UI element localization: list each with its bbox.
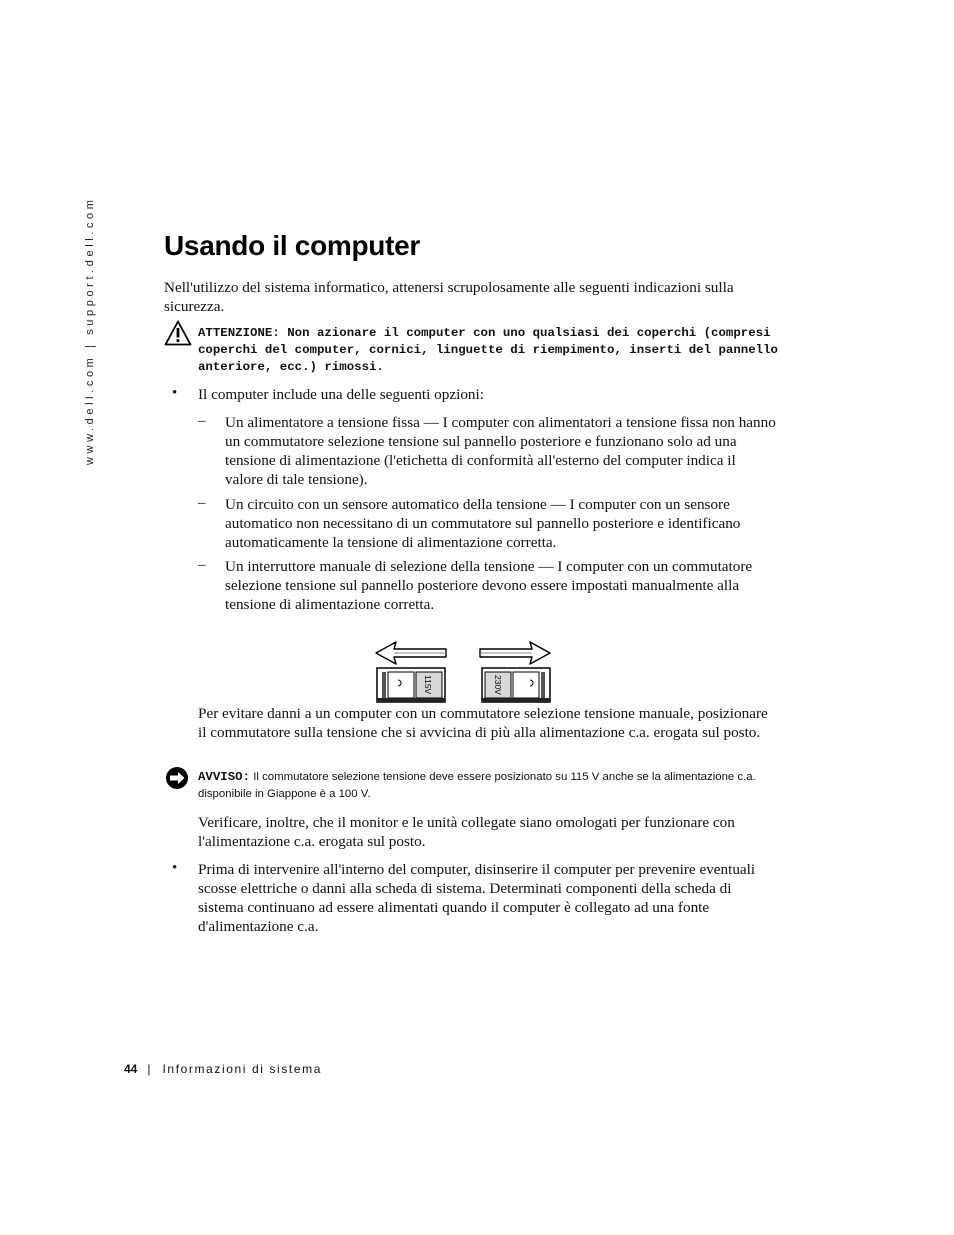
- sub-item-fixed-voltage: Un alimentatore a tensione fissa — I computer con alimentatori a tensione fissa non hanno un commutatore selezione tensione sul pannello posteriore e funzionano solo ad una tensione di alimentazione (l'etichetta di conformità all'esterno del computer indica il valore di tale tensione).: [225, 414, 776, 488]
- footer-section-title: Informazioni di sistema: [162, 1062, 322, 1076]
- voltage-switch-figure: [372, 638, 556, 704]
- dash-marker: –: [198, 557, 206, 573]
- page-footer: [124, 1062, 322, 1076]
- check-paragraph: Verificare, inoltre, che il monitor e le unità collegate siano omologati per funzionare con l'alimentazione c.a. erogata sul posto.: [198, 814, 735, 850]
- arrow-left-icon: [376, 642, 446, 664]
- page-title: Usando il computer: [164, 230, 420, 261]
- switch-115v: [377, 668, 445, 702]
- notice-text: Il commutatore selezione tensione deve essere posizionato su 115 V anche se la alimentazione c.a. disponibile in Giappone è a 100 V.: [198, 771, 756, 800]
- intro-paragraph: Nell'utilizzo del sistema informatico, attenersi scrupolosamente alle seguenti indicazioni sulla sicurezza.: [164, 279, 734, 315]
- dash-marker: –: [198, 413, 206, 429]
- warning-triangle-icon: [164, 320, 192, 346]
- arrow-right-icon: [480, 642, 550, 664]
- caution-text: Non azionare il computer con uno qualsiasi dei coperchi (compresi coperchi del computer, cornici, linguette di riempimento, inserti del pannello anteriore, ecc.) rimossi.: [198, 326, 778, 374]
- bullet-item-options: Il computer include una delle seguenti opzioni:: [198, 386, 484, 403]
- notice-note: [198, 769, 758, 803]
- side-url: www.dell.com | support.dell.com: [84, 196, 96, 465]
- sub-item-auto-sensing: Un circuito con un sensore automatico della tensione — I computer con un sensore automatico non necessitano di un commutatore sul pannello posteriore e identificano automaticamente la tensione di alimentazione corretta.: [225, 496, 741, 551]
- dash-marker: –: [198, 495, 206, 511]
- sub-item-manual-switch: Un interruttore manuale di selezione della tensione — I computer con un commutatore selezione tensione sul pannello posteriore devono essere impostati manualmente alla tensione di alimentazione corretta.: [225, 558, 753, 613]
- voltage-paragraph: Per evitare danni a un computer con un commutatore selezione tensione manuale, posizionare il commutatore sulla tensione che si avvicina di più alla alimentazione c.a. erogata sul posto.: [198, 705, 768, 741]
- label-115v: 115V: [423, 675, 433, 695]
- notice-label: AVVISO:: [198, 770, 251, 784]
- caution-note: [198, 325, 778, 376]
- caution-label: ATTENZIONE:: [198, 326, 280, 340]
- switch-230v: [482, 668, 550, 702]
- footer-separator: |: [147, 1062, 151, 1076]
- page-number: 44: [124, 1062, 138, 1076]
- label-230v: 230V: [493, 675, 503, 695]
- bullet-marker: •: [172, 385, 178, 401]
- bullet-item-disconnect: Prima di intervenire all'interno del computer, disinserire il computer per prevenire eventuali scosse elettriche o danni alla scheda di sistema. Determinati componenti della scheda di sistema continuano ad essere alimentati quando il computer è collegato ad una fonte d'alimentazione c.a.: [198, 861, 756, 935]
- bullet-marker: •: [172, 860, 178, 876]
- notice-hand-icon: [165, 766, 189, 790]
